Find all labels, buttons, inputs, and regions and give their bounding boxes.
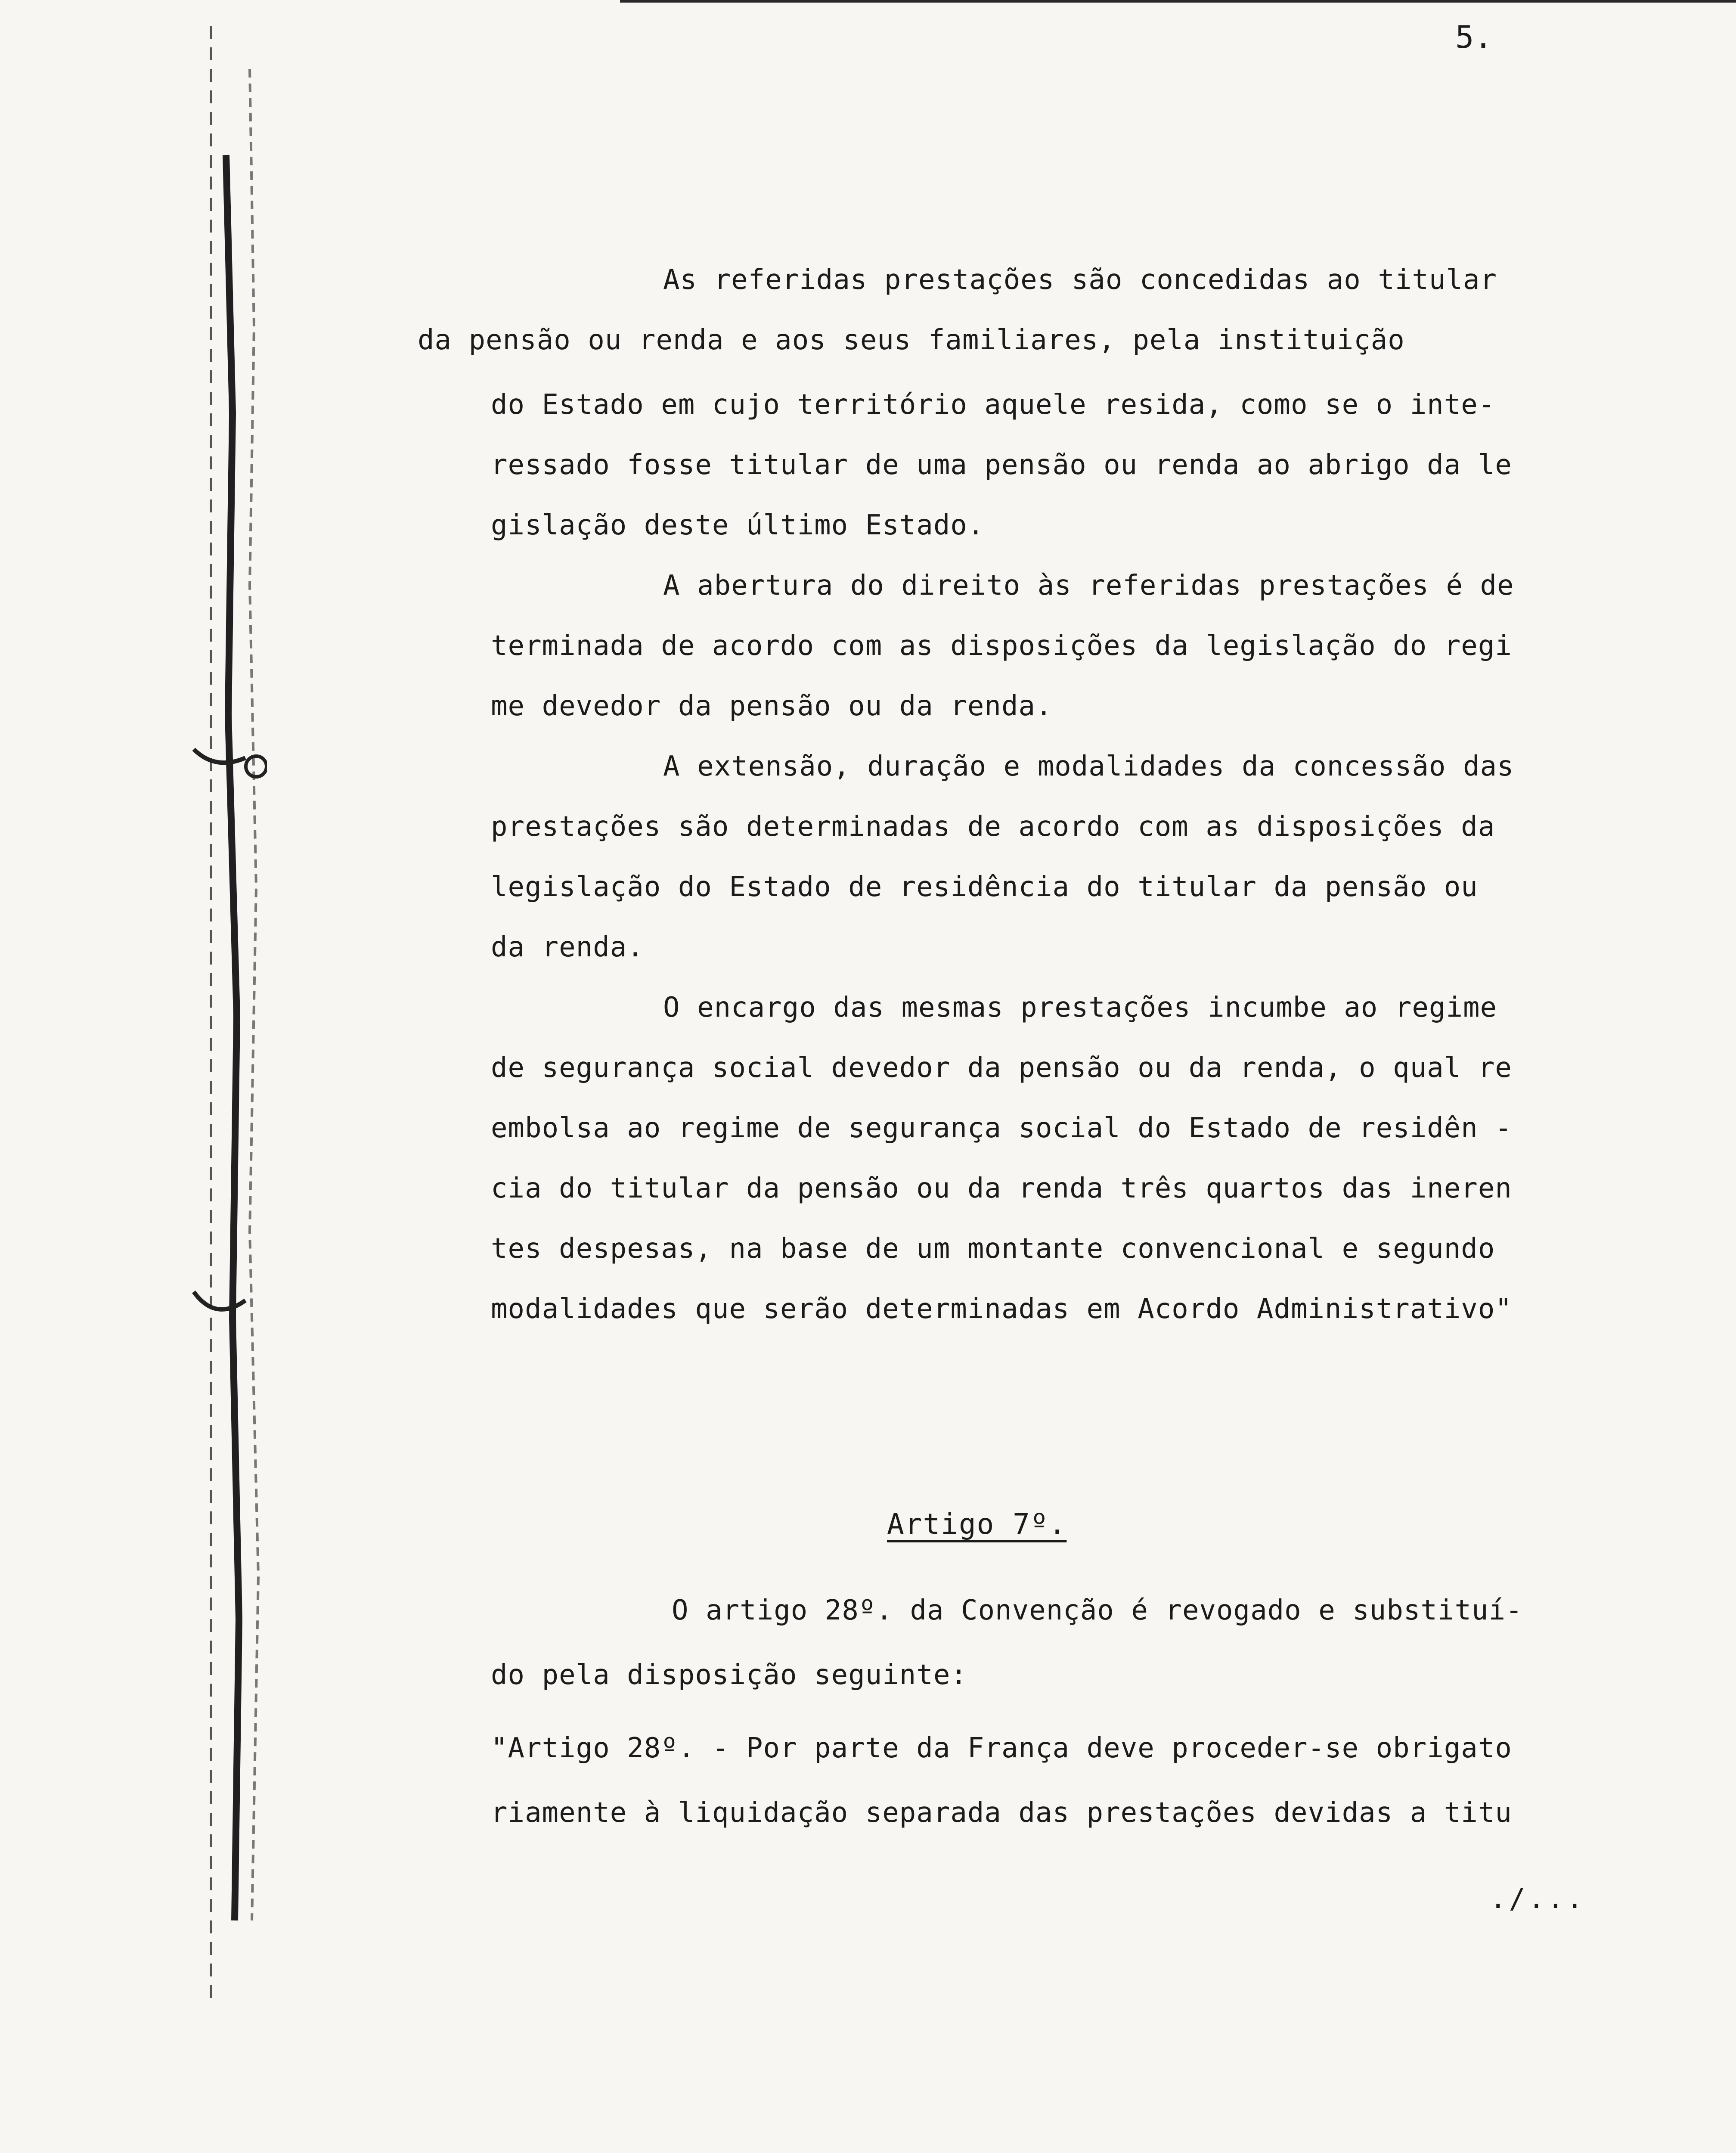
paragraph-1-line-5: gislação deste último Estado.	[491, 509, 985, 541]
paragraph-1-line-3: do Estado em cujo território aquele resida, como se o inte-	[491, 389, 1495, 421]
paragraph-3-line-1: A extensão, duração e modalidades da concessão das	[663, 751, 1514, 782]
paragraph-4-line-4: cia do titular da pensão ou da renda três quartos das ineren	[491, 1173, 1512, 1204]
article-heading: Artigo 7º.	[887, 1508, 1067, 1541]
paragraph-3-line-3: legislação do Estado de residência do titular da pensão ou	[491, 871, 1478, 903]
paragraph-5-line-1: O artigo 28º. da Convenção é revogado e substituí-	[672, 1595, 1523, 1626]
paragraph-1-line-1: As referidas prestações são concedidas ao titular	[663, 264, 1497, 296]
paragraph-1-line-2: da pensão ou renda e aos seus familiares, pela instituição	[418, 324, 1405, 356]
paragraph-1-line-4: ressado fosse titular de uma pensão ou renda ao abrigo da le	[491, 449, 1512, 481]
paragraph-4-line-5: tes despesas, na base de um montante convencional e segundo	[491, 1233, 1495, 1265]
page-number: 5.	[1455, 19, 1493, 55]
paragraph-2-line-2: terminada de acordo com as disposições da legislação do regi	[491, 630, 1512, 662]
paragraph-4-line-6: modalidades que serão determinadas em Acordo Administrativo"	[491, 1293, 1512, 1325]
top-rule	[620, 0, 1736, 3]
paragraph-3-line-4: da renda.	[491, 931, 644, 963]
binding-edge	[185, 26, 267, 2007]
paragraph-4-line-1: O encargo das mesmas prestações incumbe ao regime	[663, 992, 1497, 1024]
paragraph-4-line-3: embolsa ao regime de segurança social do Estado de residên -	[491, 1112, 1512, 1144]
paragraph-5-line-2: do pela disposição seguinte:	[491, 1659, 967, 1691]
paragraph-6-line-1: "Artigo 28º. - Por parte da França deve proceder-se obrigato	[491, 1732, 1512, 1764]
continuation-mark: ./...	[1490, 1883, 1586, 1915]
paragraph-2-line-3: me devedor da pensão ou da renda.	[491, 690, 1053, 722]
paragraph-3-line-2: prestações são determinadas de acordo com as disposições da	[491, 811, 1495, 843]
paragraph-6-line-2: riamente à liquidação separada das prestações devidas a titu	[491, 1797, 1512, 1829]
paragraph-2-line-1: A abertura do direito às referidas prestações é de	[663, 570, 1514, 602]
paragraph-4-line-2: de segurança social devedor da pensão ou da renda, o qual re	[491, 1052, 1512, 1084]
